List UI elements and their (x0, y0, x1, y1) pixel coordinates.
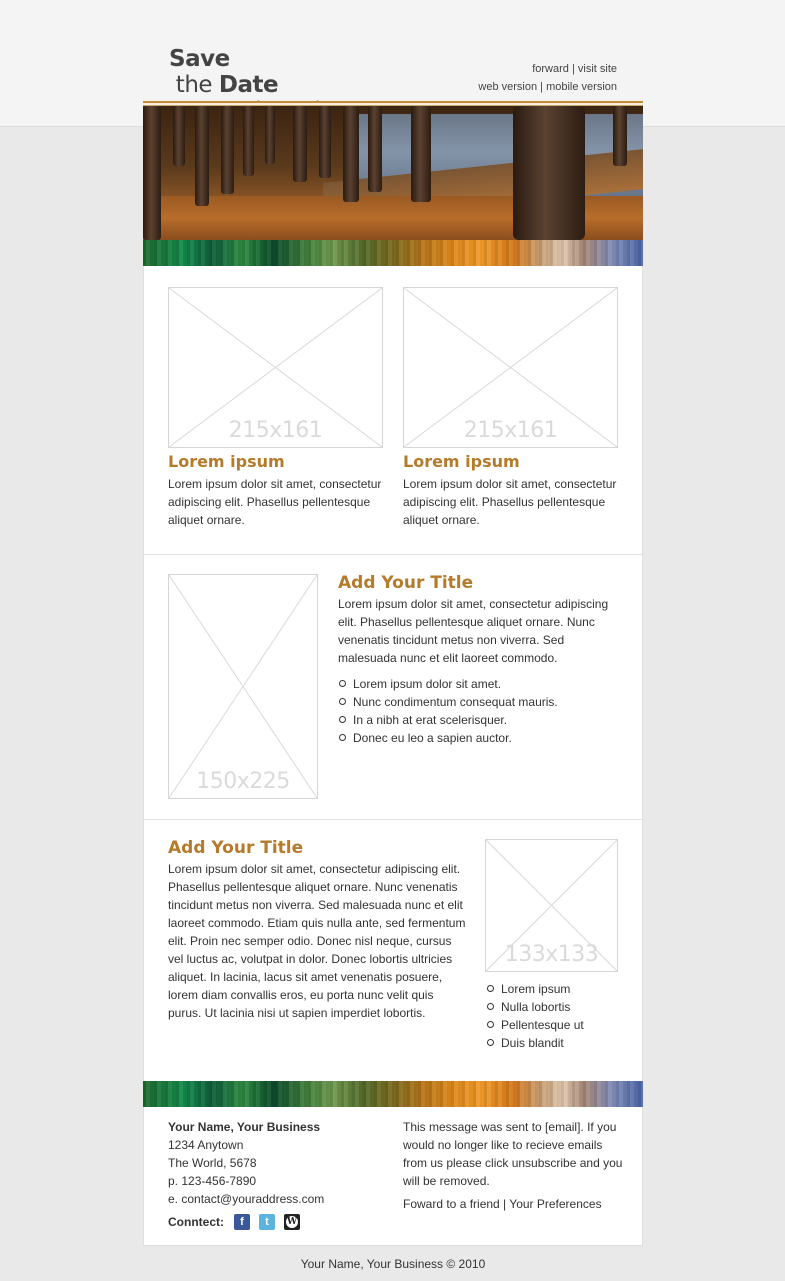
list-item: Pellentesque ut (486, 1016, 621, 1034)
tree-trunk (319, 106, 331, 178)
header (143, 0, 643, 106)
facebook-icon[interactable]: f (234, 1214, 250, 1230)
list-item: Lorem ipsum (486, 980, 621, 998)
forward-to-friend-link[interactable]: Foward to a friend (403, 1197, 500, 1211)
placeholder-size-label: 133x133 (504, 942, 599, 967)
address-line: The World, 5678 (168, 1156, 257, 1170)
bullet-list (486, 980, 621, 1052)
tree-trunk (368, 106, 382, 192)
card (168, 452, 386, 529)
list-item: Donec eu leo a sapien auctor. (338, 729, 620, 747)
section-title: Add Your Title (338, 573, 474, 593)
bullet-list (338, 675, 620, 747)
card-body: Lorem ipsum dolor sit amet, consectetur adipiscing elit. Phasellus pellentesque aliquet ornare. (168, 477, 382, 527)
logo-title-save: Save (169, 46, 230, 72)
mobile-version-link[interactable]: mobile version (546, 81, 617, 93)
footer (143, 1107, 643, 1246)
tree-trunk (411, 106, 431, 202)
image-placeholder (168, 574, 318, 799)
logo-title-the: the (169, 72, 219, 98)
header-links (478, 60, 617, 96)
tree-trunk (143, 106, 161, 240)
card-title: Lorem ipsum (403, 452, 520, 471)
separator: | (568, 63, 578, 75)
two-column-section (144, 266, 642, 555)
color-band (143, 240, 643, 266)
list-item: Lorem ipsum dolor sit amet. (338, 675, 620, 693)
section-title: Add Your Title (168, 838, 304, 858)
image-right-section (144, 820, 642, 1081)
email: e. contact@youraddress.com (168, 1192, 325, 1206)
logo-title-date: Date (218, 72, 279, 98)
connect-label: Conntect: (168, 1215, 224, 1229)
card (403, 452, 621, 529)
color-band (143, 1081, 643, 1107)
unsubscribe-notice (403, 1118, 623, 1213)
tree-trunk (265, 106, 275, 164)
placeholder-size-label: 215x161 (463, 418, 558, 443)
copyright: Your Name, Your Business © 2010 (300, 1257, 486, 1271)
logo-title (169, 46, 334, 98)
tree-trunk (343, 106, 359, 202)
list-item: In a nibh at erat scelerisquer. (338, 711, 620, 729)
section-body: Lorem ipsum dolor sit amet, consectetur adipiscing elit. Phasellus pellentesque aliquet ornare. Nunc venenatis tincidunt metus non viverra. Sed malesuada nunc et elit laoreet commodo. (338, 597, 609, 665)
contact-info (168, 1118, 388, 1231)
web-version-link[interactable]: web version (478, 81, 538, 93)
placeholder-size-label: 150x225 (196, 769, 290, 794)
hero-image (143, 106, 643, 240)
social-connect (168, 1213, 388, 1231)
phone: p. 123-456-7890 (168, 1174, 257, 1188)
separator: | (537, 81, 547, 93)
placeholder-size-label: 215x161 (228, 418, 323, 443)
tree-trunk (293, 106, 307, 182)
card-body: Lorem ipsum dolor sit amet, consectetur adipiscing elit. Phasellus pellentesque aliquet ornare. (403, 477, 617, 527)
image-placeholder (485, 839, 618, 972)
section-text (168, 838, 468, 1022)
content (143, 266, 643, 1081)
email-container (143, 0, 643, 1271)
list-item: Nulla lobortis (486, 998, 621, 1016)
business-name: Your Name, Your Business (168, 1120, 321, 1134)
list-item: Duis blandit (486, 1034, 621, 1052)
tree-trunk (613, 106, 627, 166)
list-item: Nunc condimentum consequat mauris. (338, 693, 620, 711)
image-left-section (144, 555, 642, 820)
tree-trunk (513, 106, 585, 240)
twitter-icon[interactable]: t (259, 1214, 275, 1230)
image-placeholder (403, 287, 618, 448)
card-title: Lorem ipsum (168, 452, 285, 471)
visit-site-link[interactable]: visit site (577, 63, 617, 75)
tree-trunk (173, 106, 185, 166)
forward-link[interactable]: forward (532, 63, 569, 75)
tree-trunk (221, 106, 234, 194)
tree-trunk (243, 106, 254, 176)
address-line: 1234 Anytown (168, 1138, 244, 1152)
wordpress-icon[interactable]: W (284, 1214, 300, 1230)
notice-text: This message was sent to [email]. If you would no longer like to recieve emails from us please click unsubscribe and you will be removed. (403, 1120, 623, 1188)
section-body: Lorem ipsum dolor sit amet, consectetur adipiscing elit. Phasellus pellentesque aliquet ornare. Nunc venenatis tincidunt metus non viverra. Sed malesuada nunc et elit laoreet commodo. Etiam quis nulla ante, sed fermentum elit. Proin nec semper odio. Donec nisl neque, cursus vel luctus ac, volutpat in dolor. Donec lobortis ultricies aliquet. In lacinia, lacus sit amet venenatis posuere, lorem diam convallis eros, eu porta nunc velit quis purus. Ut lacinia nisi ut sapien imperdiet lobortis. (168, 862, 466, 1020)
image-placeholder (168, 287, 383, 448)
separator: | (499, 1197, 510, 1211)
tree-trunk (195, 106, 209, 206)
section-text (338, 573, 620, 747)
preferences-link[interactable]: Your Preferences (509, 1197, 602, 1211)
